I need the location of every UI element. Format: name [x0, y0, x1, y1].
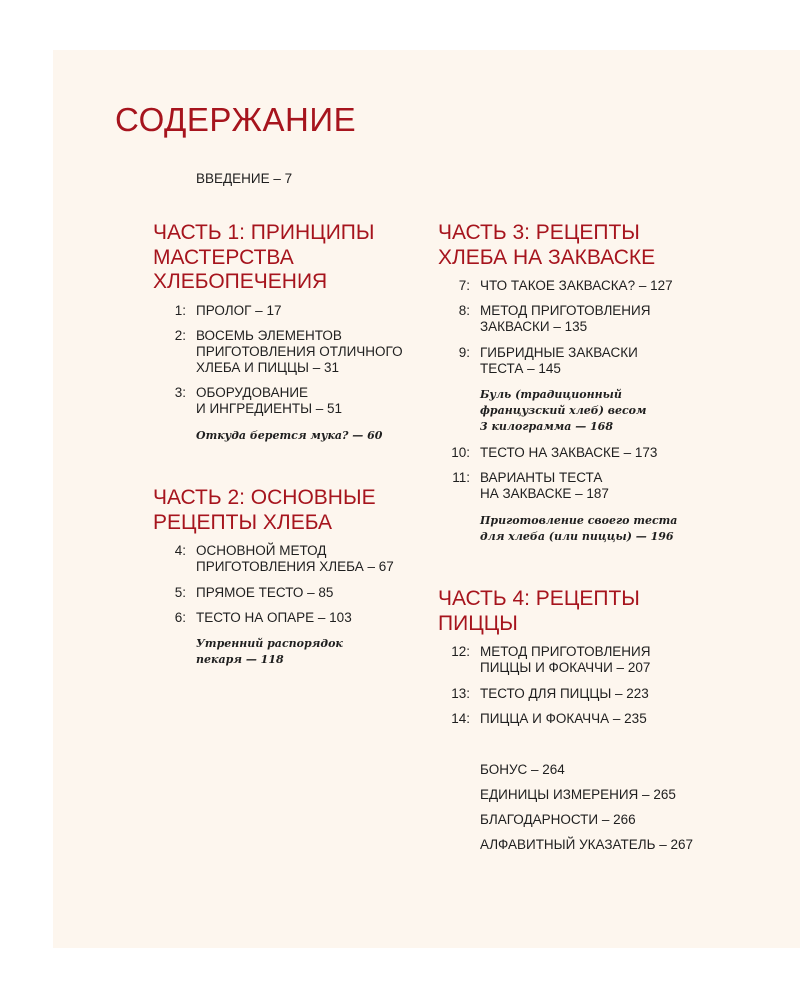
- sidebar-note: Буль (традиционный французский хлеб) весом 3 килограмма — 168: [480, 388, 647, 433]
- chapter-title: ТЕСТО ДЛЯ ПИЦЦЫ – 223: [480, 686, 649, 701]
- chapter-number: 12:: [451, 644, 470, 659]
- chapter-number: 9:: [458, 345, 470, 360]
- chapter-number: 3:: [174, 385, 186, 400]
- chapter-title: ЧТО ТАКОЕ ЗАКВАСКА? – 127: [480, 278, 673, 293]
- chapter-number: 8:: [458, 303, 470, 318]
- chapter-title: ПРЯМОЕ ТЕСТО – 85: [196, 585, 334, 600]
- chapter-title: ВОСЕМЬ ЭЛЕМЕНТОВ ПРИГОТОВЛЕНИЯ ОТЛИЧНОГО ХЛЕБА И ПИЦЦЫ – 31: [196, 328, 403, 375]
- chapter-number: 14:: [451, 711, 470, 726]
- chapter-number: 11:: [452, 470, 470, 485]
- page-title: СОДЕРЖАНИЕ: [115, 101, 357, 138]
- part-heading-line: ЧАСТЬ 4: РЕЦЕПТЫ: [438, 587, 640, 610]
- part-heading-line: ЧАСТЬ 3: РЕЦЕПТЫ: [438, 221, 640, 244]
- part-4-heading: [438, 587, 640, 636]
- part-heading-line: ЧАСТЬ 1: ПРИНЦИПЫ: [153, 221, 375, 244]
- part-heading-line: ХЛЕБОПЕЧЕНИЯ: [153, 270, 328, 293]
- chapter-title: ГИБРИДНЫЕ ЗАКВАСКИ ТЕСТА – 145: [480, 345, 638, 376]
- part-heading-line: ЧАСТЬ 2: ОСНОВНЫЕ: [153, 486, 376, 509]
- chapter-title: ОБОРУДОВАНИЕ И ИНГРЕДИЕНТЫ – 51: [196, 385, 343, 416]
- chapter-title: МЕТОД ПРИГОТОВЛЕНИЯ ЗАКВАСКИ – 135: [480, 303, 651, 334]
- chapter-number: 4:: [174, 543, 186, 558]
- chapter-number: 7:: [458, 278, 470, 293]
- chapter-number: 10:: [451, 445, 470, 460]
- part-2-heading: [153, 486, 376, 535]
- part-heading-line: РЕЦЕПТЫ ХЛЕБА: [153, 510, 333, 534]
- bonus-entry: БОНУС – 264: [480, 762, 565, 777]
- chapter-title: ПИЦЦА И ФОКАЧЧА – 235: [480, 711, 647, 726]
- chapter-number: 2:: [174, 328, 186, 343]
- chapter-title: МЕТОД ПРИГОТОВЛЕНИЯ ПИЦЦЫ И ФОКАЧЧИ – 207: [480, 644, 651, 675]
- chapter-title: ПРОЛОГ – 17: [196, 303, 282, 318]
- part-3-heading: [438, 221, 655, 270]
- part-1-heading: [153, 221, 374, 295]
- chapter-title: ВАРИАНТЫ ТЕСТА НА ЗАКВАСКЕ – 187: [480, 470, 609, 501]
- chapter-number: 13:: [451, 686, 470, 701]
- chapter-title: ОСНОВНОЙ МЕТОД ПРИГОТОВЛЕНИЯ ХЛЕБА – 67: [196, 543, 394, 574]
- index-entry: АЛФАВИТНЫЙ УКАЗАТЕЛЬ – 267: [480, 837, 693, 852]
- sidebar-note: Откуда берется мука? — 60: [196, 429, 383, 442]
- measurements-entry: ЕДИНИЦЫ ИЗМЕРЕНИЯ – 265: [480, 787, 676, 802]
- intro-entry: ВВЕДЕНИЕ – 7: [196, 171, 293, 186]
- sidebar-note: Утренний распорядок пекаря — 118: [196, 637, 343, 666]
- sidebar-note: Приготовление своего теста для хлеба (или пиццы) — 196: [480, 514, 678, 543]
- chapter-number: 5:: [174, 585, 186, 600]
- chapter-title: ТЕСТО НА ЗАКВАСКЕ – 173: [480, 445, 658, 460]
- chapter-number: 6:: [174, 610, 186, 625]
- part-heading-line: ХЛЕБА НА ЗАКВАСКЕ: [438, 245, 656, 269]
- acknowledgements-entry: БЛАГОДАРНОСТИ – 266: [480, 812, 636, 827]
- part-heading-line: ПИЦЦЫ: [438, 611, 518, 635]
- part-heading-line: МАСТЕРСТВА: [153, 245, 294, 269]
- chapter-title: ТЕСТО НА ОПАРЕ – 103: [196, 610, 352, 625]
- chapter-number: 1:: [174, 303, 186, 318]
